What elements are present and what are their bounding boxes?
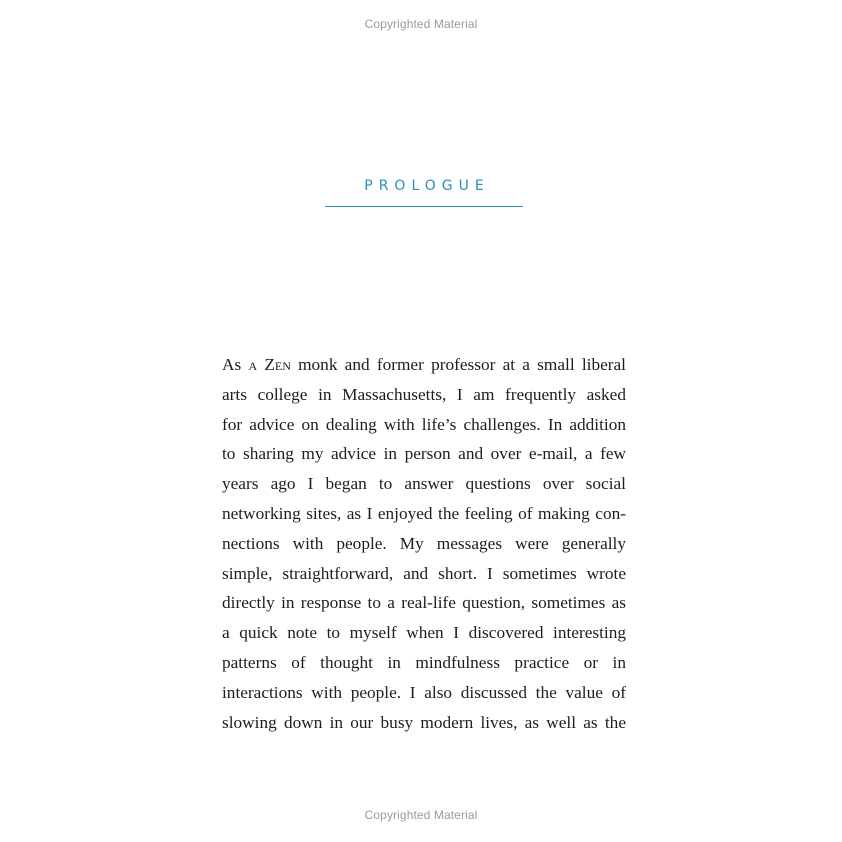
- body-line-11: patterns of thought in mindfulness practice or in: [222, 652, 626, 672]
- body-line-12: interactions with people. I also discussed the value of: [222, 682, 626, 702]
- body-line-1: [222, 350, 626, 380]
- chapter-heading: [325, 176, 523, 207]
- watermark-bottom: Copyrighted Material: [364, 808, 478, 822]
- body-line-5: years ago I began to answer questions over social: [222, 474, 626, 494]
- body-line-10: a quick note to myself when I discovered interesting: [222, 623, 626, 643]
- body-line-4: to sharing my advice in person and over e-mail, a few: [222, 444, 626, 464]
- body-line-7: nections with people. My messages were generally: [222, 533, 626, 553]
- watermark-top: Copyrighted Material: [364, 17, 478, 31]
- body-line-3: for advice on dealing with life’s challenges. In addition: [222, 414, 626, 434]
- body-line-8: simple, straightforward, and short. I sometimes wrote: [222, 563, 626, 583]
- body-line-6: networking sites, as I enjoyed the feeling of making con-: [222, 503, 626, 523]
- opening-word: As: [222, 355, 242, 374]
- chapter-title: PROLOGUE: [364, 178, 490, 194]
- body-line-13: slowing down in our busy modern lives, as well as the: [222, 712, 626, 732]
- opening-small-caps: a Zen: [248, 355, 291, 374]
- title-underline: [325, 206, 523, 207]
- body-line-2: arts college in Massachusetts, I am frequently asked: [222, 384, 626, 404]
- body-text: [222, 350, 626, 737]
- opening-rest: monk and former professor at a small liberal: [298, 355, 626, 374]
- body-line-9: directly in response to a real-life question, sometimes as: [222, 593, 626, 613]
